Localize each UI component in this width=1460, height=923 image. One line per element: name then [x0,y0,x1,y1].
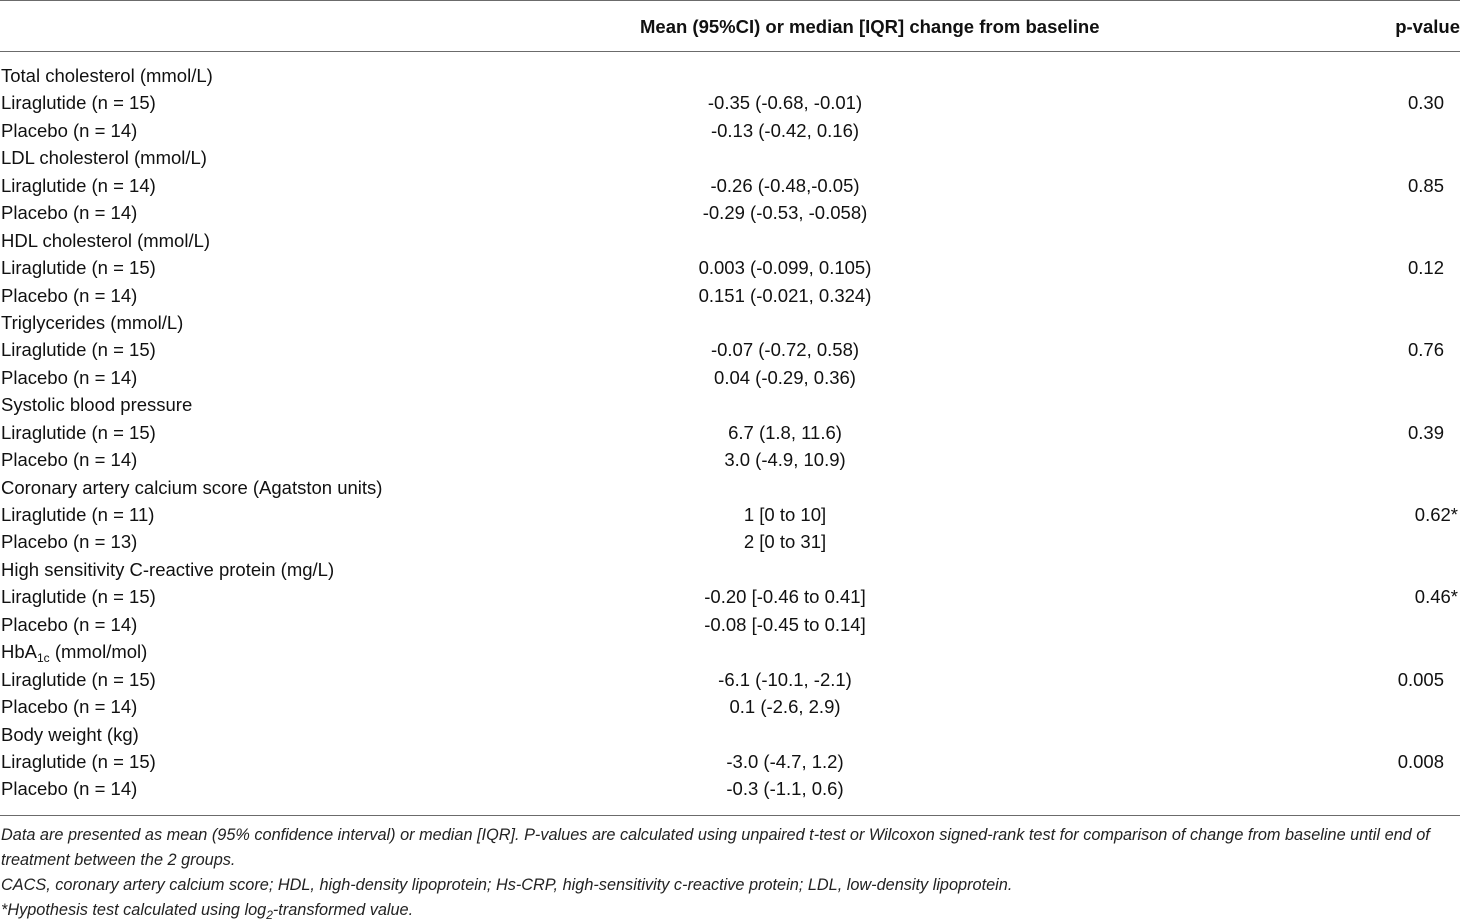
row-change-value: 0.003 (-0.099, 0.105) [698,257,872,279]
table-row [0,748,1460,775]
row-group-label: HDL cholesterol (mmol/L) [1,229,211,251]
header-change-from-baseline: Mean (95%CI) or median [IQR] change from baseline [640,16,1100,37]
table-footnotes [1,823,1457,923]
table-row [0,199,1460,226]
row-group-label: Triglycerides (mmol/L) [1,311,184,333]
footnote-hypothesis-test: *Hypothesis test calculated using $\log_2$-transformed value. [1,901,414,922]
table-row [0,336,1460,363]
row-label: Placebo (n = 14) [1,449,138,471]
row-label: Liraglutide (n = 15) [1,92,156,114]
row-label: Liraglutide (n = 15) [1,586,156,608]
row-label: Liraglutide (n = 15) [1,668,156,690]
row-label: Liraglutide (n = 15) [1,339,156,361]
row-label: Liraglutide (n = 11) [1,504,155,525]
table-group-row [0,391,1460,418]
table-row [0,528,1460,555]
row-label: Placebo (n = 14) [1,119,138,141]
row-label: Placebo (n = 14) [1,613,138,635]
row-change-value: -0.3 (-1.1, 0.6) [726,778,844,800]
row-change-value: 2 [0 to 31] [743,531,827,553]
row-change-value: 0.04 (-0.29, 0.36) [714,366,856,388]
row-change-value: -0.26 (-0.48,-0.05) [710,174,860,196]
row-change-value: 0.1 (-2.6, 2.9) [729,696,841,718]
row-p-value: 0.12 [1407,257,1444,279]
header-p-value: p-value [1395,16,1460,37]
table-row [0,446,1460,473]
row-group-label: HbA$_{1c}$ (mmol/mol) [1,641,148,666]
table-group-row [0,62,1460,89]
table-row [0,693,1460,720]
row-change-value: -0.13 (-0.42, 0.16) [710,119,860,141]
row-p-value: 0.76 [1407,339,1444,361]
row-p-value: 0.46* [1414,586,1458,608]
table-row [0,117,1460,144]
row-label: Placebo (n = 13) [1,531,138,553]
row-label: Liraglutide (n = 15) [1,257,156,279]
row-change-value: -0.07 (-0.72, 0.58) [710,339,860,361]
table-row [0,611,1460,638]
table-row [0,282,1460,309]
row-change-value: -6.1 (-10.1, -2.1) [718,668,852,690]
table-header-row [0,2,1460,52]
row-label: Liraglutide (n = 15) [1,421,156,443]
table-row [0,364,1460,391]
row-change-value: -0.35 (-0.68, -0.01) [707,92,863,114]
table-bottom-rule [0,815,1460,816]
footnote-methods: Data are presented as mean (95% confidence interval) or median [IQR]. P-values are calculated using unpaired t-test or Wilcoxon signed-rank test for comparison of change from baseline until end of treatment between the 2 groups. [1,826,1430,869]
table-row [0,254,1460,281]
table-group-row [0,309,1460,336]
table-group-row [0,721,1460,748]
table-row [0,666,1460,693]
row-group-label: LDL cholesterol (mmol/L) [1,147,207,169]
row-label: Placebo (n = 14) [1,696,138,718]
row-label: Placebo (n = 14) [1,284,138,306]
row-label: Placebo (n = 14) [1,778,138,800]
row-p-value: 0.39 [1407,421,1444,443]
row-p-value: 0.62* [1414,504,1458,525]
row-change-value: -0.29 (-0.53, -0.058) [702,202,868,224]
row-label: Liraglutide (n = 14) [1,174,156,196]
table-group-row [0,556,1460,583]
row-group-label: Body weight (kg) [1,723,139,745]
table-group-row [0,144,1460,171]
row-group-label: High sensitivity C-reactive protein (mg/L) [1,558,335,580]
row-p-value: 0.005 [1397,668,1444,690]
row-p-value: 0.008 [1397,750,1444,772]
row-label: Liraglutide (n = 15) [1,750,156,772]
row-label: Placebo (n = 14) [1,366,138,388]
row-change-value: -3.0 (-4.7, 1.2) [726,750,844,772]
table-group-row [0,474,1460,501]
row-p-value: 0.85 [1407,174,1444,196]
table-group-row [0,227,1460,254]
table-group-row [0,638,1460,665]
table-row [0,501,1460,528]
row-change-value: 0.151 (-0.021, 0.324) [698,284,872,306]
table-row [0,89,1460,116]
row-p-value: 0.30 [1407,92,1444,114]
table-top-rule [0,0,1460,1]
table-header-rule [0,51,1460,52]
table-row [0,583,1460,610]
table-row [0,775,1460,802]
table-row [0,172,1460,199]
row-change-value: 3.0 (-4.9, 10.9) [724,449,846,471]
row-group-label: Total cholesterol (mmol/L) [1,65,213,86]
row-group-label: Coronary artery calcium score (Agatston units) [1,476,383,498]
row-label: Placebo (n = 14) [1,202,138,224]
row-change-value: -0.20 [-0.46 to 0.41] [704,586,866,608]
table-body [0,62,1460,803]
row-group-label: Systolic blood pressure [1,394,193,416]
row-change-value: -0.08 [-0.45 to 0.14] [704,613,866,635]
footnote-abbreviations: CACS, coronary artery calcium score; HDL, high-density lipoprotein; Hs-CRP, high-sensitivity c-reactive protein; LDL, low-density lipoprotein. [1,876,1013,894]
table-row [0,419,1460,446]
row-change-value: 6.7 (1.8, 11.6) [728,421,842,443]
row-change-value: 1 [0 to 10] [743,504,827,525]
